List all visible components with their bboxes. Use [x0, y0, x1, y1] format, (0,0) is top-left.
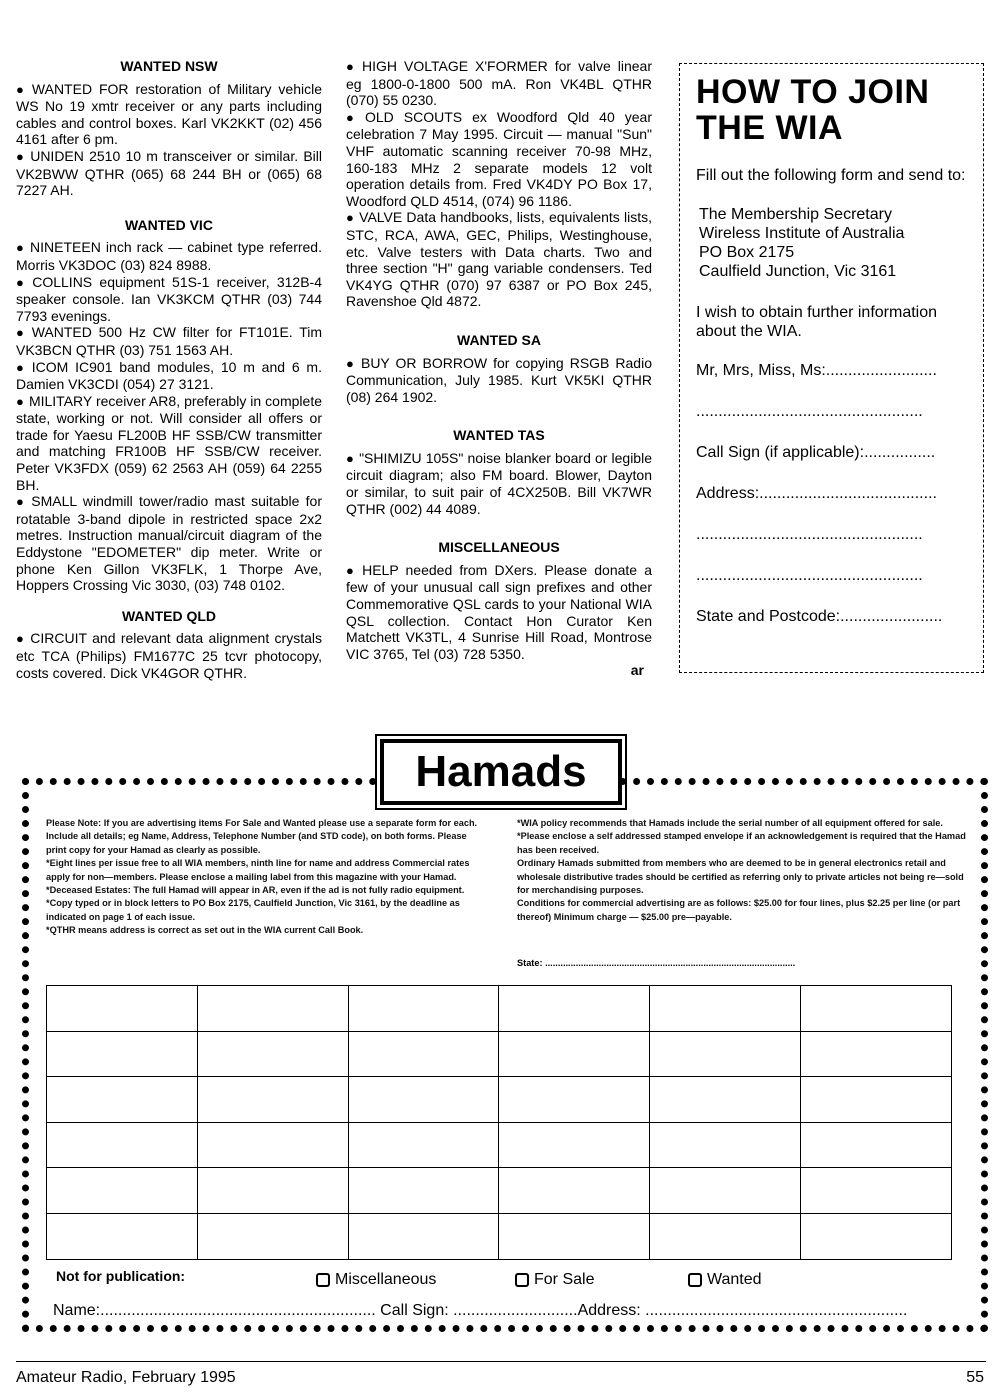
hamads-state-field[interactable]: State: .................................................................................................. [517, 958, 796, 968]
grid-cell[interactable] [801, 1213, 952, 1259]
join-blank-field[interactable]: ................................................... [696, 567, 923, 584]
grid-cell[interactable] [348, 1077, 499, 1123]
checkbox-icon[interactable] [515, 1273, 529, 1287]
footer-publication: Amateur Radio, February 1995 [16, 1369, 236, 1386]
grid-cell[interactable] [650, 1122, 801, 1168]
list-item: ● CIRCUIT and relevant data alignment crystals etc TCA (Philips) FM1677C 25 tcvr photocopy, costs covered. Dick VK4GOR QTHR. [16, 630, 322, 681]
hamads-notes-left: Please Note: If you are advertising items For Sale and Wanted please use a separate form for each. Include all details; eg Name, Address, Telephone Number (and STD code), on both forms. Please print copy for your Hamad as clearly as possible. *Eight lines per issue free to all WIA members, ninth line for name and address Commercial rates apply for non—members. Please enclose a mailing label from this magazine with your Hamad. *Deceased Estates: The full Hamad will appear in AR, even if the ad is not fully radio equipment. *Copy typed or in block letters to PO Box 2175, Caulfield Junction, Vic 3161, by the deadline as indicated on page 1 of each issue. *QTHR means address is correct as set out in the WIA current Call Book. [46, 818, 478, 936]
join-callsign-field[interactable]: Call Sign (if applicable):................ [696, 444, 936, 461]
grid-cell[interactable] [348, 986, 499, 1032]
join-title: HOW TO JOIN THE WIA [696, 73, 930, 147]
list-item: ● MILITARY receiver AR8, preferably in complete state, working or not. Will consider all offers or trade for Yaesu FL200B HF SSB/CW transmitter and matching FR100B HF SSB/CW receiver. Peter VK3FDX (059) 62 2563 AH (059) 64 2255 BH. [16, 392, 322, 493]
membership-address: The Membership Secretary Wireless Institute of Australia PO Box 2175 Caulfield Junction, Vic 3161 [699, 206, 905, 280]
grid-cell[interactable] [801, 1122, 952, 1168]
grid-cell[interactable] [499, 986, 650, 1032]
checkbox-for-sale[interactable]: For Sale [515, 1271, 594, 1289]
column-left [16, 52, 322, 681]
grid-cell[interactable] [650, 1213, 801, 1259]
grid-cell[interactable] [47, 1168, 198, 1214]
grid-cell[interactable] [47, 986, 198, 1032]
list-item: ● VALVE Data handbooks, lists, equivalents lists, STC, RCA, AWA, GEC, Philips, Westinghouse, etc. Valve testers with Data charts. Two and three section "H" gang variable condensers. Ted VK4YG QTHR (070) 97 6387 or PO Box 245, Ravenshoe Qld 4872. [346, 209, 652, 310]
join-state-field[interactable]: State and Postcode:....................... [696, 608, 943, 625]
join-blank-field[interactable]: ................................................... [696, 526, 923, 543]
list-item: ● NINETEEN inch rack — cabinet type referred. Morris VK3DOC (03) 824 8988. [16, 239, 322, 273]
grid-cell[interactable] [801, 1168, 952, 1214]
grid-cell[interactable] [801, 1077, 952, 1123]
column-middle [346, 52, 652, 679]
list-item: ● COLLINS equipment 51S-1 receiver, 312B-4 speaker console. Ian VK3KCM QTHR (03) 744 7793 evenings. [16, 273, 322, 324]
grid-cell[interactable] [801, 986, 952, 1032]
footer-rule [16, 1361, 986, 1362]
section-heading: WANTED TAS [453, 427, 545, 444]
section-heading: WANTED SA [457, 331, 541, 348]
grid-cell[interactable] [47, 1031, 198, 1077]
grid-cell[interactable] [197, 1077, 348, 1123]
list-item: ● OLD SCOUTS ex Woodford Qld 40 year celebration 7 May 1995. Circuit — manual "Sun" VHF automatic scanning receiver 70-98 MHz, 160-183 MHz 2 separate models 12 volt operation details from. Fred VK4DY PO Box 17, Woodford QLD 4514, (074) 96 1186. [346, 108, 652, 209]
list-item: ● UNIDEN 2510 10 m transceiver or similar. Bill VK2BWW QTHR (065) 68 244 BH or (065) 68 7227 AH. [16, 147, 323, 199]
grid-cell[interactable] [650, 1077, 801, 1123]
section-heading: WANTED VIC [125, 216, 213, 233]
checkbox-icon[interactable] [316, 1273, 330, 1287]
section-heading: MISCELLANEOUS [438, 539, 560, 556]
hamads-title: Hamads [380, 739, 622, 805]
hamads-notes-right: *WIA policy recommends that Hamads include the serial number of all equipment offered for sale. *Please enclose a self addressed stamped envelope if an acknowledgement is required that the Hamad has been received. Ordinary Hamads submitted from members who are deemed to be in general electronics retail and wholesale distributive trades should be certified as referring only to private articles not being re—sold for merchandising purposes. Conditions for commercial advertising are as follows: $25.00 for four lines, plus $2.25 per line (or part thereof) Minimum charge — $25.00 pre—payable. [517, 818, 966, 922]
list-item: ● SMALL windmill tower/radio mast suitable for rotatable 3-band dipole in restricted space 2x2 metres. Instruction manual/circuit diagram of the Eddystone "EDOMETER" dip meter. Write or phone Ken Gillon VK3FLK, 1 Thorpe Ave, Hoppers Crossing Vic 3030, (03) 748 0102. [16, 493, 323, 594]
grid-cell[interactable] [650, 1031, 801, 1077]
list-item: ● WANTED 500 Hz CW filter for FT101E. Tim VK3BCN QTHR (03) 751 1563 AH. [16, 324, 322, 358]
join-wish: I wish to obtain further information about the WIA. [696, 304, 938, 340]
grid-cell[interactable] [197, 1213, 348, 1259]
grid-cell[interactable] [348, 1168, 499, 1214]
grid-cell[interactable] [650, 986, 801, 1032]
grid-cell[interactable] [499, 1077, 650, 1123]
checkbox-miscellaneous[interactable]: Miscellaneous [316, 1271, 436, 1289]
join-name-field[interactable]: Mr, Mrs, Miss, Ms:......................... [696, 362, 937, 379]
grid-cell[interactable] [499, 1031, 650, 1077]
checkbox-wanted[interactable]: Wanted [688, 1271, 762, 1289]
grid-cell[interactable] [47, 1077, 198, 1123]
grid-cell[interactable] [197, 1122, 348, 1168]
end-mark: ar [630, 662, 644, 679]
grid-cell[interactable] [197, 1031, 348, 1077]
list-item: ● HELP needed from DXers. Please donate a few of your unusual call sign prefixes and other Commemorative QSL cards to your National WIA QSL collection. Contact Hon Curator Ken Matchett VK3TL, 4 Sunrise Hill Road, Montrose VIC 3765, Tel (03) 728 5350. [346, 561, 652, 662]
page-number: 55 [966, 1369, 984, 1386]
list-item: ● BUY OR BORROW for copying RSGB Radio Communication, July 1985. Kurt VK5KI QTHR (08) 264 1902. [346, 354, 652, 405]
grid-cell[interactable] [348, 1031, 499, 1077]
hamads-entry-grid [46, 985, 952, 1260]
grid-cell[interactable] [197, 1168, 348, 1214]
grid-cell[interactable] [499, 1168, 650, 1214]
grid-cell[interactable] [801, 1031, 952, 1077]
grid-cell[interactable] [47, 1213, 198, 1259]
grid-cell[interactable] [499, 1122, 650, 1168]
not-for-publication-label: Not for publication: [56, 1268, 186, 1284]
list-item: ● ICOM IC901 band modules, 10 m and 6 m. Damien VK3CDI (054) 27 3121. [16, 358, 322, 393]
grid-cell[interactable] [348, 1213, 499, 1259]
join-blank-field[interactable]: ................................................... [696, 403, 923, 420]
grid-cell[interactable] [47, 1122, 198, 1168]
list-item: ● HIGH VOLTAGE X'FORMER for valve linear eg 1800-0-1800 500 mA. Ron VK4BL QTHR (070) 55 0230. [346, 58, 653, 109]
grid-cell[interactable] [197, 986, 348, 1032]
grid-cell[interactable] [650, 1168, 801, 1214]
join-address-field[interactable]: Address:........................................ [696, 485, 937, 502]
section-heading: WANTED NSW [120, 58, 218, 74]
section-heading: WANTED QLD [121, 607, 217, 624]
join-intro: Fill out the following form and send to: [696, 167, 966, 184]
list-item: ● WANTED FOR restoration of Military vehicle WS No 19 xmtr receiver or any parts including cables and control boxes. Karl VK2KKT (02) 456 4161 after 6 pm. [16, 80, 323, 148]
grid-cell[interactable] [348, 1122, 499, 1168]
grid-cell[interactable] [499, 1213, 650, 1259]
join-wia-box [679, 63, 984, 673]
list-item: ● "SHIMIZU 105S" noise blanker board or legible circuit diagram; also FM board. Blower, Dayton or similar, to suit pair of 4CX250B. Bill VK7WR QTHR (002) 44 4089. [346, 449, 652, 517]
checkbox-icon[interactable] [688, 1273, 702, 1287]
name-callsign-address-field[interactable]: Name:.............................................................. Call Sign: ............................Address: ........................................................... [53, 1302, 908, 1319]
